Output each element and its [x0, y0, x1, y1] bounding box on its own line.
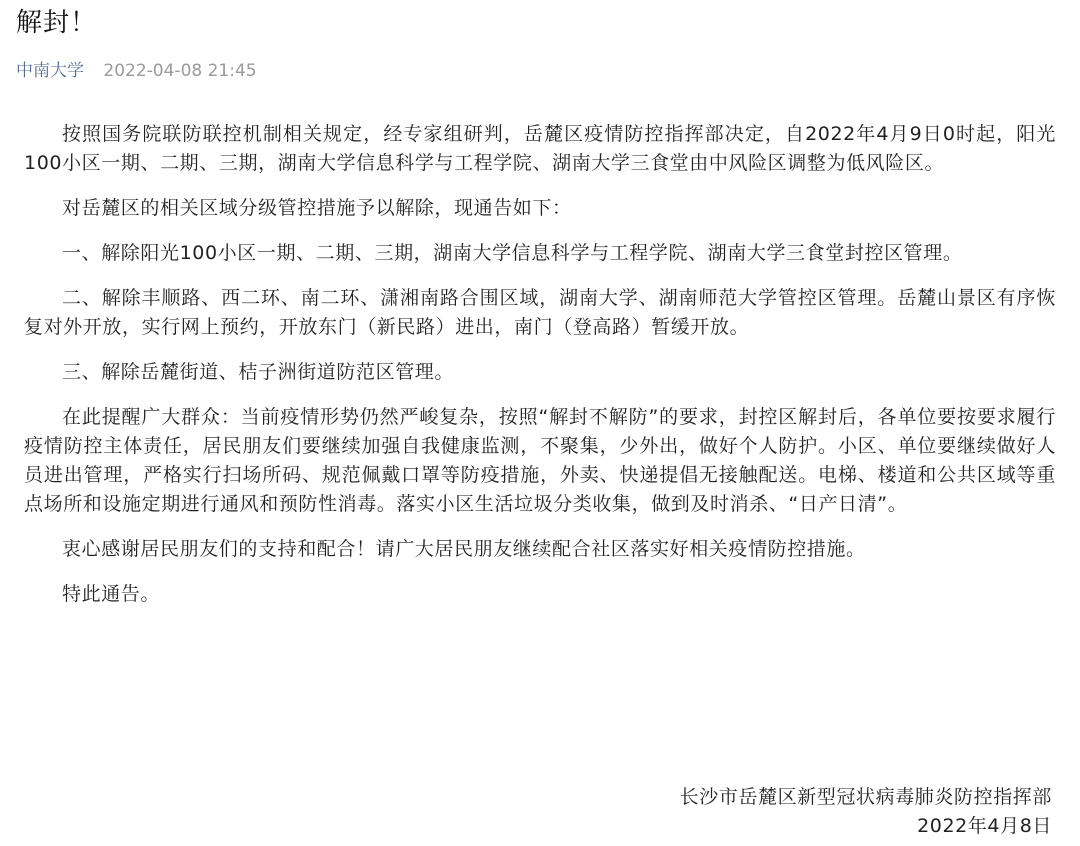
paragraph-reminder: 在此提醒广大群众：当前疫情形势仍然严峻复杂，按照“解封不解防”的要求，封控区解封后，各单位要按要求履行疫情防控主体责任，居民朋友们要继续加强自我健康监测，不聚集，少外出，做好个人防护。小区、单位要继续做好人员进出管理，严格实行扫场所码、规范佩戴口罩等防疫措施，外卖、快递提倡无接触配送。电梯、楼道和公共区域等重点场所和设施定期进行通风和预防性消毒。落实小区生活垃圾分类收集，做到及时消杀、“日产日清”。 [24, 406, 1056, 515]
paragraph-item-3: 三、解除岳麓街道、桔子洲街道防范区管理。 [62, 361, 455, 383]
paragraph-notice-intro: 对岳麓区的相关区域分级管控措施予以解除，现通告如下： [62, 197, 572, 219]
article-body [24, 120, 1056, 625]
paragraph-closing: 特此通告。 [62, 583, 161, 605]
signature-block [680, 783, 1052, 841]
article-title: 解封！ [16, 8, 98, 38]
signature-org: 长沙市岳麓区新型冠状病毒肺炎防控指挥部 [679, 786, 1052, 808]
publish-date: 2022-04-08 21:45 [103, 61, 257, 81]
author-link[interactable]: 中南大学 [16, 61, 84, 81]
paragraph-item-1: 一、解除阳光100小区一期、二期、三期，湖南大学信息科学与工程学院、湖南大学三食堂封控区管理。 [62, 242, 963, 264]
paragraph-decision: 按照国务院联防联控机制相关规定，经专家组研判，岳麓区疫情防控指挥部决定，自2022年4月9日0时起，阳光100小区一期、二期、三期，湖南大学信息科学与工程学院、湖南大学三食堂由中风险区调整为低风险区。 [24, 123, 1056, 174]
signature-date: 2022年4月8日 [917, 815, 1052, 837]
paragraph-item-2: 二、解除丰顺路、西二环、南二环、潇湘南路合围区域，湖南大学、湖南师范大学管控区管理。岳麓山景区有序恢复对外开放，实行网上预约，开放东门（新民路）进出，南门（登高路）暂缓开放。 [24, 287, 1056, 338]
article-meta [16, 58, 257, 84]
paragraph-thanks: 衷心感谢居民朋友们的支持和配合！请广大居民朋友继续配合社区落实好相关疫情防控措施。 [62, 538, 866, 560]
